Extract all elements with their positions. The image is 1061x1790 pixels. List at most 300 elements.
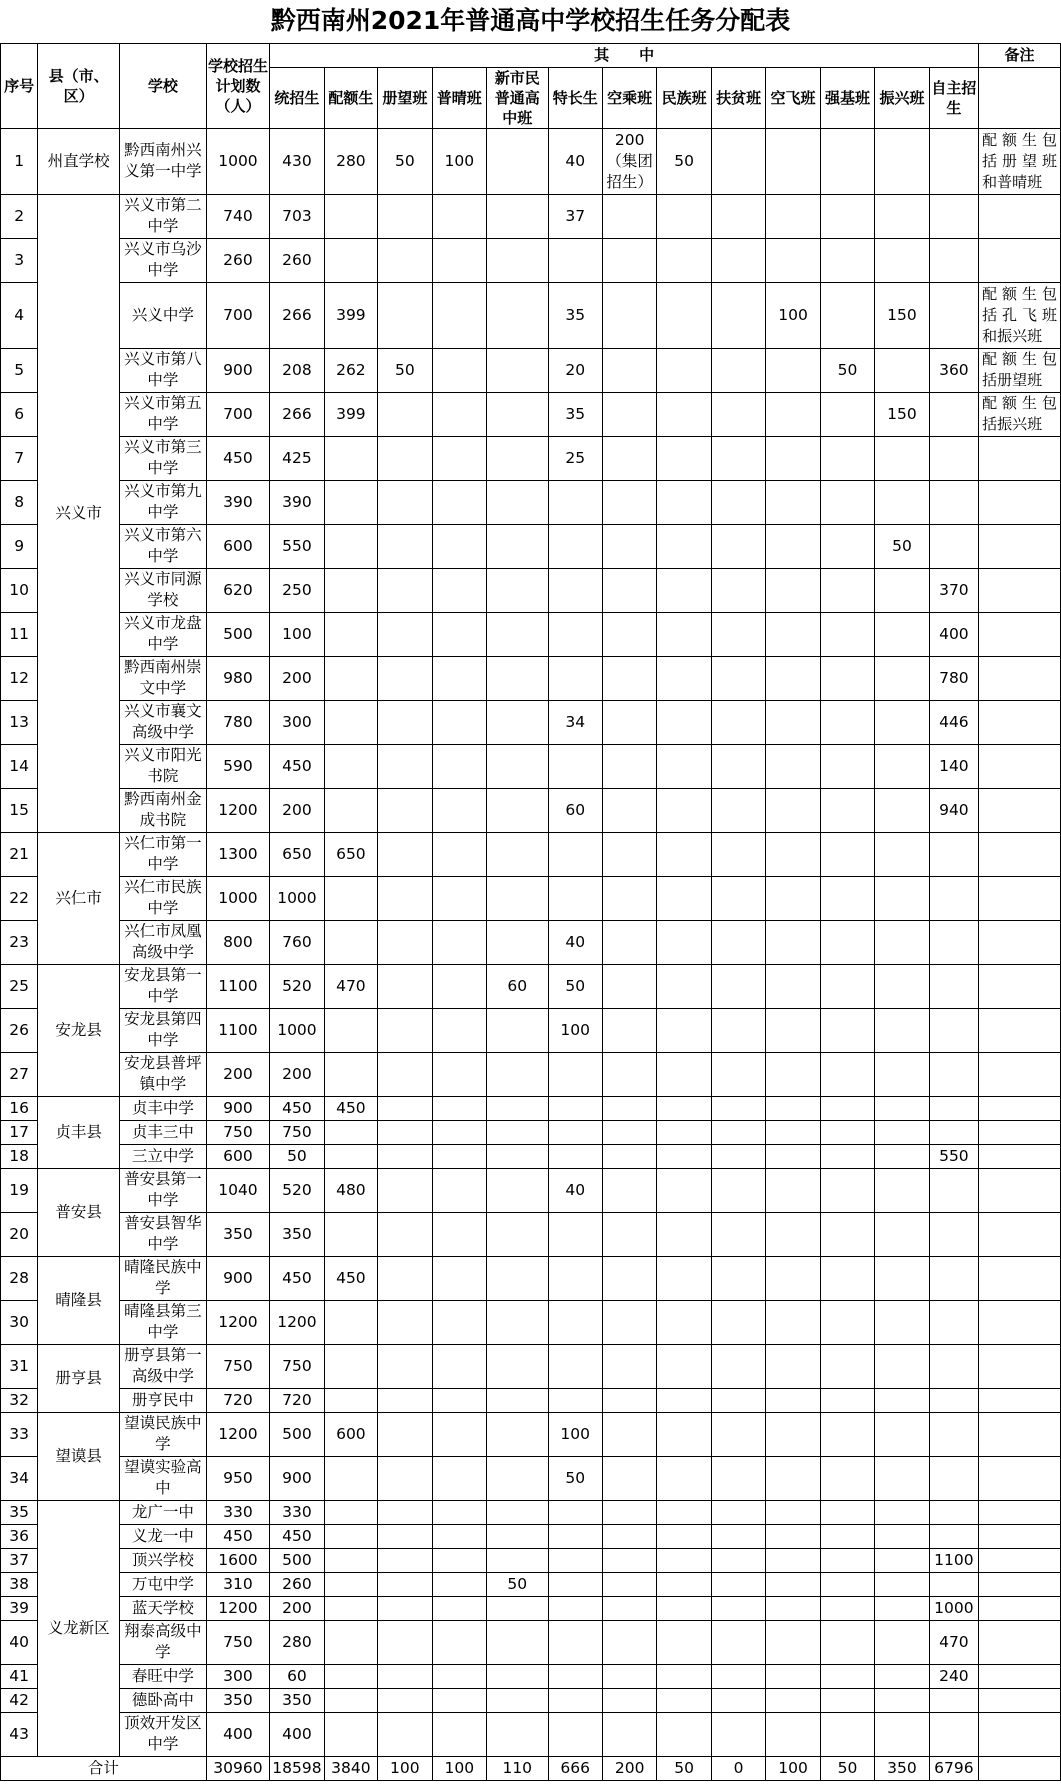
row-ethnic — [657, 568, 711, 612]
row-plan: 450 — [206, 436, 270, 480]
row-quota — [324, 1572, 377, 1596]
row-school: 兴义市阳光书院 — [119, 744, 206, 788]
row-quota — [324, 1524, 377, 1548]
row-special-talent: 25 — [548, 436, 602, 480]
row-new-citizen — [487, 1548, 549, 1572]
row-ethnic — [657, 832, 711, 876]
row-flight-attendant — [602, 1300, 656, 1344]
row-unified: 430 — [270, 128, 324, 194]
row-strong-base — [820, 1524, 874, 1548]
row-air-force — [766, 348, 820, 392]
row-seq: 10 — [1, 568, 38, 612]
row-ethnic — [657, 1572, 711, 1596]
row-strong-base — [820, 612, 874, 656]
table-row — [1, 1212, 1061, 1256]
row-school: 蓝天学校 — [119, 1596, 206, 1620]
row-seq: 43 — [1, 1712, 38, 1756]
row-cewang: 50 — [378, 128, 432, 194]
row-plan: 310 — [206, 1572, 270, 1596]
row-special-talent: 34 — [548, 700, 602, 744]
table-row — [1, 1300, 1061, 1344]
row-special-talent — [548, 1572, 602, 1596]
table-row — [1, 348, 1061, 392]
row-new-citizen — [487, 1120, 549, 1144]
row-independent — [929, 1300, 978, 1344]
table-row — [1, 1120, 1061, 1144]
total-cewang: 100 — [378, 1756, 432, 1780]
row-independent — [929, 832, 978, 876]
row-independent: 400 — [929, 612, 978, 656]
row-plan: 500 — [206, 612, 270, 656]
row-seq: 42 — [1, 1688, 38, 1712]
row-independent: 370 — [929, 568, 978, 612]
row-revitalization — [875, 832, 929, 876]
row-cewang — [378, 1256, 432, 1300]
row-seq: 13 — [1, 700, 38, 744]
row-new-citizen — [487, 1052, 549, 1096]
header-school: 学校 — [119, 43, 206, 128]
total-air-force: 100 — [766, 1756, 820, 1780]
row-revitalization — [875, 964, 929, 1008]
row-special-talent — [548, 1052, 602, 1096]
row-seq: 12 — [1, 656, 38, 700]
row-cewang — [378, 480, 432, 524]
row-new-citizen — [487, 1212, 549, 1256]
table-row — [1, 1572, 1061, 1596]
row-county: 普安县 — [38, 1168, 120, 1256]
row-revitalization — [875, 1664, 929, 1688]
row-seq: 38 — [1, 1572, 38, 1596]
table-row — [1, 1388, 1061, 1412]
row-independent — [929, 194, 978, 238]
row-flight-attendant — [602, 1412, 656, 1456]
row-quota — [324, 788, 377, 832]
row-note — [979, 1388, 1061, 1412]
row-new-citizen — [487, 238, 549, 282]
row-quota: 480 — [324, 1168, 377, 1212]
row-note — [979, 194, 1061, 238]
row-quota — [324, 1144, 377, 1168]
row-ethnic — [657, 1620, 711, 1664]
total-quota: 3840 — [324, 1756, 377, 1780]
row-special-talent: 100 — [548, 1412, 602, 1456]
total-independent: 6796 — [929, 1756, 978, 1780]
row-ethnic — [657, 1596, 711, 1620]
row-quota — [324, 1620, 377, 1664]
row-puqing — [432, 1596, 486, 1620]
row-seq: 40 — [1, 1620, 38, 1664]
row-air-force — [766, 656, 820, 700]
row-special-talent: 40 — [548, 920, 602, 964]
row-flight-attendant — [602, 1456, 656, 1500]
row-strong-base — [820, 436, 874, 480]
row-special-talent — [548, 1596, 602, 1620]
row-cewang — [378, 700, 432, 744]
row-unified: 500 — [270, 1412, 324, 1456]
row-cewang — [378, 1388, 432, 1412]
row-independent: 240 — [929, 1664, 978, 1688]
total-revitalization: 350 — [875, 1756, 929, 1780]
row-poverty-relief — [711, 238, 765, 282]
row-revitalization — [875, 920, 929, 964]
row-revitalization — [875, 1712, 929, 1756]
row-unified: 266 — [270, 282, 324, 348]
row-flight-attendant — [602, 1712, 656, 1756]
row-independent: 550 — [929, 1144, 978, 1168]
row-ethnic — [657, 1008, 711, 1052]
row-revitalization — [875, 1212, 929, 1256]
row-ethnic — [657, 282, 711, 348]
row-independent: 1100 — [929, 1548, 978, 1572]
row-plan: 1200 — [206, 1412, 270, 1456]
row-note — [979, 524, 1061, 568]
table-row — [1, 1168, 1061, 1212]
row-seq: 5 — [1, 348, 38, 392]
header-special-talent: 特长生 — [548, 67, 602, 128]
row-quota — [324, 700, 377, 744]
row-poverty-relief — [711, 524, 765, 568]
row-ethnic — [657, 700, 711, 744]
row-flight-attendant — [602, 1500, 656, 1524]
row-strong-base — [820, 238, 874, 282]
row-revitalization — [875, 128, 929, 194]
row-strong-base — [820, 1664, 874, 1688]
header-unified: 统招生 — [270, 67, 324, 128]
header-new-citizen: 新市民普通高中班 — [487, 67, 549, 128]
row-special-talent — [548, 1664, 602, 1688]
row-unified: 390 — [270, 480, 324, 524]
row-independent — [929, 1096, 978, 1120]
total-unified: 18598 — [270, 1756, 324, 1780]
row-special-talent — [548, 1524, 602, 1548]
row-puqing — [432, 1688, 486, 1712]
row-quota — [324, 920, 377, 964]
row-cewang — [378, 1144, 432, 1168]
row-seq: 31 — [1, 1344, 38, 1388]
row-quota — [324, 568, 377, 612]
row-poverty-relief — [711, 194, 765, 238]
row-poverty-relief — [711, 1168, 765, 1212]
row-note: 配额生包括册望班 — [979, 348, 1061, 392]
row-revitalization — [875, 1412, 929, 1456]
row-puqing — [432, 524, 486, 568]
row-special-talent — [548, 1388, 602, 1412]
row-seq: 34 — [1, 1456, 38, 1500]
row-note: 配额生包括孔飞班和振兴班 — [979, 282, 1061, 348]
row-strong-base — [820, 524, 874, 568]
row-note — [979, 1344, 1061, 1388]
table-row — [1, 1344, 1061, 1388]
row-poverty-relief — [711, 1688, 765, 1712]
row-revitalization — [875, 700, 929, 744]
row-air-force — [766, 1712, 820, 1756]
row-flight-attendant — [602, 524, 656, 568]
row-revitalization — [875, 1688, 929, 1712]
row-independent — [929, 392, 978, 436]
row-flight-attendant — [602, 744, 656, 788]
row-puqing — [432, 1456, 486, 1500]
row-school: 贞丰三中 — [119, 1120, 206, 1144]
row-new-citizen — [487, 392, 549, 436]
row-air-force — [766, 1524, 820, 1548]
row-puqing — [432, 480, 486, 524]
row-revitalization — [875, 656, 929, 700]
row-air-force — [766, 436, 820, 480]
row-puqing — [432, 1344, 486, 1388]
row-plan: 450 — [206, 1524, 270, 1548]
row-independent — [929, 1572, 978, 1596]
header-group: 其 中 — [270, 43, 979, 67]
row-ethnic — [657, 1212, 711, 1256]
row-revitalization — [875, 1300, 929, 1344]
row-puqing — [432, 832, 486, 876]
row-new-citizen — [487, 1412, 549, 1456]
row-independent: 470 — [929, 1620, 978, 1664]
row-special-talent — [548, 1620, 602, 1664]
row-cewang — [378, 568, 432, 612]
row-school: 普安县智华中学 — [119, 1212, 206, 1256]
row-unified: 520 — [270, 1168, 324, 1212]
row-quota — [324, 1300, 377, 1344]
row-plan: 750 — [206, 1620, 270, 1664]
row-new-citizen — [487, 282, 549, 348]
row-unified: 425 — [270, 436, 324, 480]
row-special-talent — [548, 1500, 602, 1524]
row-plan: 400 — [206, 1712, 270, 1756]
row-ethnic — [657, 524, 711, 568]
header-flight-attendant: 空乘班 — [602, 67, 656, 128]
row-air-force — [766, 744, 820, 788]
row-flight-attendant: 200（集团招生） — [602, 128, 656, 194]
row-revitalization — [875, 1524, 929, 1548]
row-independent — [929, 524, 978, 568]
row-quota — [324, 480, 377, 524]
row-independent — [929, 1008, 978, 1052]
row-revitalization — [875, 1008, 929, 1052]
row-poverty-relief — [711, 964, 765, 1008]
row-school: 晴隆民族中学 — [119, 1256, 206, 1300]
row-poverty-relief — [711, 480, 765, 524]
total-label: 合计 — [1, 1756, 207, 1780]
row-cewang — [378, 1168, 432, 1212]
row-poverty-relief — [711, 1456, 765, 1500]
row-puqing — [432, 1120, 486, 1144]
row-poverty-relief — [711, 282, 765, 348]
row-special-talent — [548, 1300, 602, 1344]
row-note — [979, 744, 1061, 788]
row-strong-base — [820, 788, 874, 832]
row-revitalization — [875, 1500, 929, 1524]
row-ethnic — [657, 1256, 711, 1300]
row-seq: 35 — [1, 1500, 38, 1524]
row-flight-attendant — [602, 1344, 656, 1388]
row-independent: 940 — [929, 788, 978, 832]
row-puqing — [432, 1712, 486, 1756]
row-ethnic — [657, 1664, 711, 1688]
row-seq: 41 — [1, 1664, 38, 1688]
row-quota — [324, 524, 377, 568]
row-unified: 720 — [270, 1388, 324, 1412]
row-plan: 330 — [206, 1500, 270, 1524]
row-cewang — [378, 1712, 432, 1756]
header-air-force: 空飞班 — [766, 67, 820, 128]
row-quota — [324, 1664, 377, 1688]
row-county: 州直学校 — [38, 128, 120, 194]
table-row — [1, 612, 1061, 656]
header-puqing: 普晴班 — [432, 67, 486, 128]
row-new-citizen — [487, 1712, 549, 1756]
row-note — [979, 700, 1061, 744]
row-school: 兴仁市凤凰高级中学 — [119, 920, 206, 964]
row-special-talent — [548, 1212, 602, 1256]
row-quota — [324, 238, 377, 282]
row-poverty-relief — [711, 1664, 765, 1688]
row-unified: 900 — [270, 1456, 324, 1500]
row-quota — [324, 1008, 377, 1052]
row-cewang — [378, 238, 432, 282]
row-special-talent — [548, 744, 602, 788]
row-ethnic — [657, 1688, 711, 1712]
row-puqing — [432, 1256, 486, 1300]
row-strong-base — [820, 1300, 874, 1344]
row-seq: 1 — [1, 128, 38, 194]
total-poverty-relief: 0 — [711, 1756, 765, 1780]
row-puqing — [432, 1096, 486, 1120]
row-school: 黔西南州崇文中学 — [119, 656, 206, 700]
table-row — [1, 1688, 1061, 1712]
row-special-talent — [548, 1548, 602, 1572]
row-school: 望谟民族中学 — [119, 1412, 206, 1456]
row-new-citizen — [487, 1344, 549, 1388]
row-air-force — [766, 1500, 820, 1524]
row-puqing — [432, 1388, 486, 1412]
row-poverty-relief — [711, 832, 765, 876]
row-revitalization — [875, 1120, 929, 1144]
row-ethnic — [657, 612, 711, 656]
row-poverty-relief — [711, 612, 765, 656]
row-plan: 1100 — [206, 1008, 270, 1052]
total-note — [979, 1756, 1061, 1780]
row-note — [979, 1412, 1061, 1456]
row-new-citizen: 60 — [487, 964, 549, 1008]
row-school: 春旺中学 — [119, 1664, 206, 1688]
row-independent: 140 — [929, 744, 978, 788]
row-unified: 750 — [270, 1344, 324, 1388]
row-independent: 446 — [929, 700, 978, 744]
row-unified: 760 — [270, 920, 324, 964]
row-plan: 350 — [206, 1212, 270, 1256]
row-unified: 750 — [270, 1120, 324, 1144]
row-new-citizen — [487, 788, 549, 832]
row-puqing — [432, 194, 486, 238]
row-note — [979, 788, 1061, 832]
row-cewang — [378, 656, 432, 700]
table-row — [1, 392, 1061, 436]
row-air-force — [766, 568, 820, 612]
row-unified: 450 — [270, 1096, 324, 1120]
row-cewang — [378, 1596, 432, 1620]
row-school: 兴仁市第一中学 — [119, 832, 206, 876]
row-air-force — [766, 1256, 820, 1300]
row-plan: 700 — [206, 282, 270, 348]
row-seq: 25 — [1, 964, 38, 1008]
row-strong-base — [820, 1596, 874, 1620]
row-unified: 100 — [270, 612, 324, 656]
row-county: 安龙县 — [38, 964, 120, 1096]
row-ethnic — [657, 876, 711, 920]
row-note — [979, 1300, 1061, 1344]
row-puqing: 100 — [432, 128, 486, 194]
table-row — [1, 1548, 1061, 1572]
header-county: 县（市、区） — [38, 43, 120, 128]
row-cewang — [378, 1688, 432, 1712]
row-quota: 399 — [324, 392, 377, 436]
row-school: 义龙一中 — [119, 1524, 206, 1548]
row-new-citizen — [487, 480, 549, 524]
row-independent — [929, 480, 978, 524]
row-school: 顶兴学校 — [119, 1548, 206, 1572]
row-note — [979, 876, 1061, 920]
row-flight-attendant — [602, 436, 656, 480]
header-cewang: 册望班 — [378, 67, 432, 128]
row-plan: 750 — [206, 1120, 270, 1144]
row-strong-base — [820, 1120, 874, 1144]
row-school: 兴义市龙盘中学 — [119, 612, 206, 656]
row-school: 册亨县第一高级中学 — [119, 1344, 206, 1388]
row-school: 兴义市第三中学 — [119, 436, 206, 480]
row-poverty-relief — [711, 1596, 765, 1620]
row-ethnic — [657, 194, 711, 238]
row-strong-base — [820, 920, 874, 964]
row-quota — [324, 1596, 377, 1620]
row-strong-base — [820, 700, 874, 744]
row-school: 黔西南州金成书院 — [119, 788, 206, 832]
row-seq: 36 — [1, 1524, 38, 1548]
row-independent — [929, 1344, 978, 1388]
row-note — [979, 436, 1061, 480]
row-independent — [929, 436, 978, 480]
row-school: 翔泰高级中学 — [119, 1620, 206, 1664]
row-revitalization: 150 — [875, 282, 929, 348]
row-note — [979, 1212, 1061, 1256]
row-quota: 450 — [324, 1096, 377, 1120]
row-plan: 980 — [206, 656, 270, 700]
row-new-citizen — [487, 876, 549, 920]
row-special-talent — [548, 656, 602, 700]
row-ethnic — [657, 744, 711, 788]
table-row — [1, 238, 1061, 282]
row-poverty-relief — [711, 436, 765, 480]
row-air-force — [766, 480, 820, 524]
total-flight-attendant: 200 — [602, 1756, 656, 1780]
row-new-citizen — [487, 1456, 549, 1500]
row-flight-attendant — [602, 920, 656, 964]
row-revitalization — [875, 194, 929, 238]
row-cewang — [378, 1572, 432, 1596]
row-unified: 450 — [270, 744, 324, 788]
row-note — [979, 1456, 1061, 1500]
row-cewang: 50 — [378, 348, 432, 392]
row-note — [979, 1524, 1061, 1548]
row-air-force — [766, 1096, 820, 1120]
row-independent — [929, 1500, 978, 1524]
row-note — [979, 1500, 1061, 1524]
row-flight-attendant — [602, 612, 656, 656]
row-seq: 7 — [1, 436, 38, 480]
row-note — [979, 1120, 1061, 1144]
row-quota: 450 — [324, 1256, 377, 1300]
row-quota — [324, 1120, 377, 1144]
